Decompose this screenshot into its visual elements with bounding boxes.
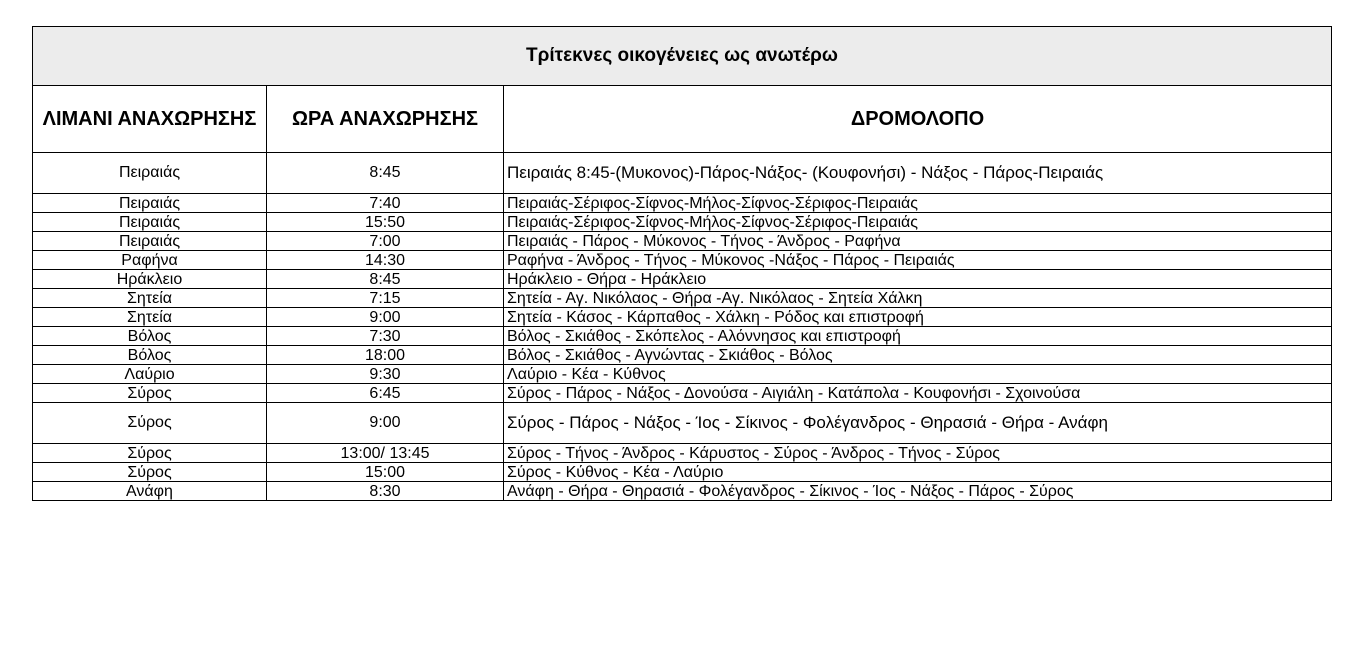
port-cell: Ραφήνα [33, 251, 267, 270]
table-row [33, 346, 1332, 365]
time-cell: 13:00/ 13:45 [267, 444, 504, 463]
table-row [33, 289, 1332, 308]
route-cell: Σύρος - Πάρος - Νάξος - Δονούσα - Αιγιάλη - Κατάπολα - Κουφονήσι - Σχοινούσα [504, 384, 1332, 403]
table-row [33, 327, 1332, 346]
route-cell: Ανάφη - Θήρα - Θηρασιά - Φολέγανδρος - Σίκινος - Ίος - Νάξος - Πάρος - Σύρος [504, 482, 1332, 501]
port-cell: Σύρος [33, 444, 267, 463]
header-row [33, 86, 1332, 153]
time-cell: 7:00 [267, 232, 504, 251]
header-route: ΔΡΟΜΟΛΟΠΟ [504, 86, 1332, 153]
time-cell: 9:00 [267, 308, 504, 327]
time-cell: 8:45 [267, 153, 504, 194]
table-row [33, 213, 1332, 232]
port-cell: Βόλος [33, 346, 267, 365]
title-row [33, 27, 1332, 86]
table-row [33, 194, 1332, 213]
route-cell: Σητεία - Κάσος - Κάρπαθος - Χάλκη - Ρόδος και επιστροφή [504, 308, 1332, 327]
time-cell: 7:15 [267, 289, 504, 308]
time-cell: 7:40 [267, 194, 504, 213]
table-row [33, 444, 1332, 463]
ferry-schedule-table [32, 26, 1332, 501]
route-cell: Σητεία - Αγ. Νικόλαος - Θήρα -Αγ. Νικόλαος - Σητεία Χάλκη [504, 289, 1332, 308]
table-row [33, 365, 1332, 384]
time-cell: 15:50 [267, 213, 504, 232]
route-cell: Σύρος - Τήνος - Άνδρος - Κάρυστος - Σύρος - Άνδρος - Τήνος - Σύρος [504, 444, 1332, 463]
table-row [33, 270, 1332, 289]
time-cell: 6:45 [267, 384, 504, 403]
time-cell: 14:30 [267, 251, 504, 270]
table-row [33, 251, 1332, 270]
port-cell: Πειραιάς [33, 153, 267, 194]
port-cell: Πειραιάς [33, 194, 267, 213]
time-cell: 9:30 [267, 365, 504, 384]
port-cell: Βόλος [33, 327, 267, 346]
port-cell: Σύρος [33, 463, 267, 482]
port-cell: Σύρος [33, 384, 267, 403]
route-cell: Πειραιάς-Σέριφος-Σίφνος-Μήλος-Σίφνος-Σέριφος-Πειραιάς [504, 213, 1332, 232]
port-cell: Σητεία [33, 308, 267, 327]
header-time: ΩΡΑ ΑΝΑΧΩΡΗΣΗΣ [267, 86, 504, 153]
table-row [33, 308, 1332, 327]
table-row [33, 384, 1332, 403]
route-cell: Ραφήνα - Άνδρος - Τήνος - Μύκονος -Νάξος - Πάρος - Πειραιάς [504, 251, 1332, 270]
route-cell: Λαύριο - Κέα - Κύθνος [504, 365, 1332, 384]
route-cell: Ηράκλειο - Θήρα - Ηράκλειο [504, 270, 1332, 289]
port-cell: Σητεία [33, 289, 267, 308]
time-cell: 15:00 [267, 463, 504, 482]
time-cell: 8:45 [267, 270, 504, 289]
time-cell: 8:30 [267, 482, 504, 501]
table-title: Τρίτεκνες οικογένειες ως ανωτέρω [33, 27, 1332, 86]
time-cell: 18:00 [267, 346, 504, 365]
header-port: ΛΙΜΑΝΙ ΑΝΑΧΩΡΗΣΗΣ [33, 86, 267, 153]
time-cell: 9:00 [267, 403, 504, 444]
route-cell: Πειραιάς-Σέριφος-Σίφνος-Μήλος-Σίφνος-Σέριφος-Πειραιάς [504, 194, 1332, 213]
table-row [33, 153, 1332, 194]
route-cell: Βόλος - Σκιάθος - Αγνώντας - Σκιάθος - Βόλος [504, 346, 1332, 365]
route-cell: Σύρος - Κύθνος - Κέα - Λαύριο [504, 463, 1332, 482]
route-cell: Πειραιάς 8:45-(Μυκονος)-Πάρος-Νάξος- (Κουφονήσι) - Νάξος - Πάρος-Πειραιάς [504, 153, 1332, 194]
table-row [33, 482, 1332, 501]
port-cell: Πειραιάς [33, 232, 267, 251]
port-cell: Λαύριο [33, 365, 267, 384]
table-row [33, 463, 1332, 482]
port-cell: Σύρος [33, 403, 267, 444]
table-row [33, 403, 1332, 444]
port-cell: Ανάφη [33, 482, 267, 501]
table-row [33, 232, 1332, 251]
port-cell: Πειραιάς [33, 213, 267, 232]
time-cell: 7:30 [267, 327, 504, 346]
route-cell: Σύρος - Πάρος - Νάξος - Ίος - Σίκινος - Φολέγανδρος - Θηρασιά - Θήρα - Ανάφη [504, 403, 1332, 444]
route-cell: Βόλος - Σκιάθος - Σκόπελος - Αλόννησος και επιστροφή [504, 327, 1332, 346]
port-cell: Ηράκλειο [33, 270, 267, 289]
route-cell: Πειραιάς - Πάρος - Μύκονος - Τήνος - Άνδρος - Ραφήνα [504, 232, 1332, 251]
